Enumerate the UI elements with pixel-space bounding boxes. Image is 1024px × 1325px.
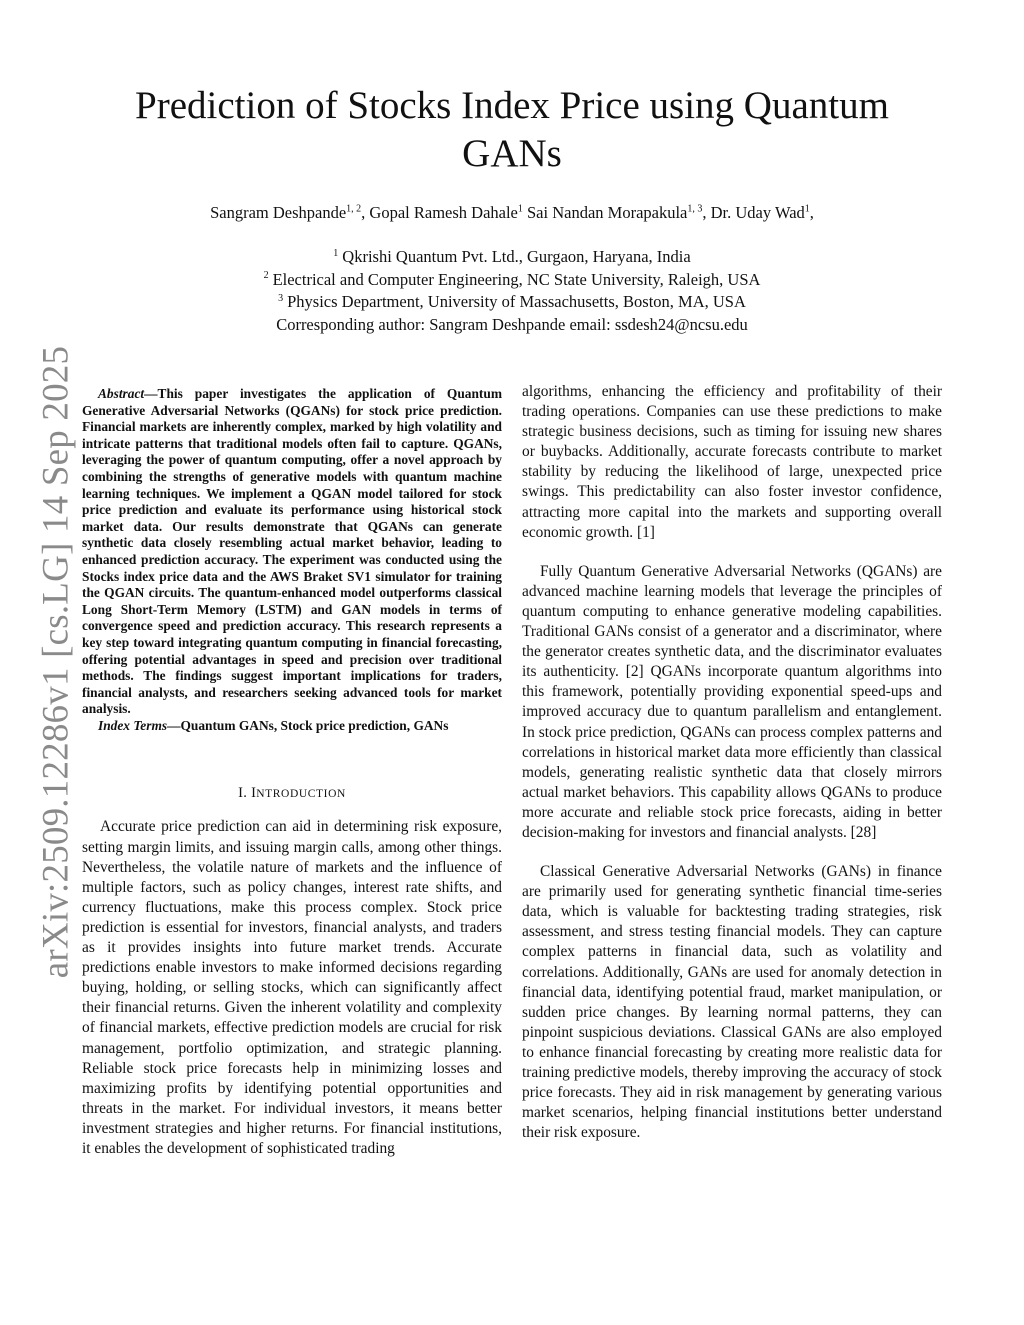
affiliation: $^1$ Qkrishi Quantum Pvt. Ltd., Gurgaon, Haryana, India — [333, 247, 691, 266]
affiliation-list — [100, 246, 924, 336]
author: Sangram Deshpande$^{1, 2}$, — [210, 203, 370, 222]
author-list — [70, 201, 954, 225]
paper-page: Prediction of Stocks Index Price using Quantum GANs Sangram Deshpande$^{1, 2}$, Gopal Ramesh Dahale$^1$ Sai Nandan Morapakula$^{1, 3}$, Dr. Uday Wad$^1$, $^1$ Qkrishi Quantum Pvt. Ltd., Gurgaon, Haryana, India $^2$ Electrical and Computer Engineering, NC State University, Raleigh, USA $^3$ Physics Department, University of Massachusetts, Boston, MA, USA Corresponding author: Sangram Deshpande email: ssdesh24@ncsu.edu arXiv:2509.12286v1 [cs.LG] 14 Sep 2025 Abstract—This paper investigates the application of Quantum Generative Adversarial Networks (QGANs) for stock price prediction. Financial markets are inherently complex, marked by high volatility and intricate patterns that traditional models often fail to capture. QGANs, leveraging the power of quantum computing, offer a novel approach by combining the strengths of generative models with quantum machine learning techniques. We implement a QGAN model tailored for stock price prediction and evaluate its performance using historical stock market data. Our results demonstrate that QGANs can generate synthetic data closely resembling actual market behavior, leading to enhanced prediction accuracy. The experiment was conducted using the Stocks index price data and the AWS Braket SV1 simulator for training the QGAN circuits. The quantum-enhanced model outperforms classical Long Short-Term Memory (LSTM) and GAN models in terms of convergence speed and prediction accuracy. This research represents a key step toward integrating quantum computing in financial forecasting, offering potential advantages in speed and precision over traditional methods. The findings suggest important implications for traders, financial analysts, and researchers seeking advanced tools for market analysis. Index Terms—Quantum GANs, Stock price prediction, GANs I. INTRODUCTION Accurate price prediction can aid in determining risk exposure, setting margin limits, and issuing margin calls, among other things. Nevertheless, the volatile nature of markets and the influence of multiple factors, such as policy changes, interest rate shifts, and currency fluctuations, make this process complex. Stock price prediction is essential for investors, financial analysts, and traders as it provides insights into future market trends. Accurate predictions enable investors to make informed decisions regarding buying, holding, or selling stocks, which can significantly affect their financial returns. Given the inherent volatility and complexity of financial markets, effective prediction models are crucial for risk management, portfolio optimization, and strategic planning. Reliable stock price forecasts help in minimizing losses and maximizing profits by identifying potential opportunities and threats in the market. For individual investors, it means better investment strategies and higher returns. For financial institutions, it enables the development of sophisticated trading algorithms, enhancing the efficiency and profitability of their trading operations. Companies can use these predictions to make strategic business decisions, such as timing for issuing new shares or buybacks. Additionally, accurate forecasts contribute to market stability by reducing the likelihood of large, unexpected price swings. This predictability can also foster investor confidence, attracting more capital into the markets and supporting overall economic growth. [1] Fully Quantum Generative Adversarial Networks (QGANs) are advanced machine learning models that leverage the principles of quantum computing to enhance generative modeling capabilities. Traditional GANs consist of a generator and a discriminator, where the generator creates synthetic data, and the discriminator evaluates its authenticity. [2] QGANs incorporate quantum algorithms into this framework, potentially providing exponential speed-ups and improved accuracy due to quantum parallelism and entanglement. In stock price prediction, QGANs can process complex patterns and correlations in historical market data more efficiently than classical models, generating realistic synthetic data that closely mirrors actual market behaviors. This capability allows QGANs to produce more accurate and reliable stock price forecasts, aiding in better decision-making for investors and financial analysts. [28] Classical Generative Adversarial Networks (GANs) in finance are primarily used for generating synthetic financial time-series data, which is valuable for backtesting trading strategies, risk assessment, and stress testing financial models. They can capture complex patterns in financial data, such as volatility and correlations. Additionally, GANs are used for anomaly detection in financial data, identifying potential fraud, market manipulation, or sudden price changes. By learning normal patterns, they can pinpoint suspicious deviations. Classical GANs are also employed to enhance financial forecasting by creating more realistic data for training predictive models, thereby improving the accuracy of stock price forecasts. They aid in risk management by generating various market scenarios, helping financial institutions better understand their risk exposure. — [0, 0, 1024, 1325]
author: Sai Nandan Morapakula$^{1, 3}$, — [527, 203, 711, 222]
index-terms: Index Terms—Quantum GANs, Stock price prediction, GANs — [98, 717, 449, 733]
corresponding-author: Corresponding author: Sangram Deshpande email: ssdesh24@ncsu.edu — [276, 314, 748, 334]
abstract: Abstract—This paper investigates the application of Quantum Generative Adversarial Networks (QGANs) for stock price prediction. Financial markets are inherently complex, marked by high volatility and intricate patterns that traditional models often fail to capture. QGANs, leveraging the power of quantum computing, offer a novel approach by combining the strengths of generative models with quantum machine learning techniques. We implement a QGAN model tailored for stock price prediction and evaluate its performance using historical stock market data. Our results demonstrate that QGANs can generate synthetic data closely resembling actual market behavior, leading to enhanced prediction accuracy. The experiment was conducted using the Stocks index price data and the AWS Braket SV1 simulator for training the QGAN circuits. The quantum-enhanced model outperforms classical Long Short-Term Memory (LSTM) and GAN models in terms of convergence speed and prediction accuracy. This research represents a key step toward integrating quantum computing in financial forecasting, offering potential advantages in speed and precision over traditional methods. The findings suggest important implications for traders, financial analysts, and researchers seeking advanced tools for market analysis. — [82, 386, 502, 717]
author: Dr. Uday Wad$^1$, — [710, 203, 814, 222]
body-paragraph: Accurate price prediction can aid in determining risk exposure, setting margin limits, and issuing margin calls, among other things. Nevertheless, the volatile nature of markets and the influence of multiple factors, such as policy changes, interest rate shifts, and currency fluctuations, make this process complex. Stock price prediction is essential for investors, financial analysts, and traders as it provides insights into future market trends. Accurate predictions enable investors to make informed decisions regarding buying, holding, or selling stocks, which can significantly affect their financial returns. Given the inherent volatility and complexity of financial markets, effective prediction models are crucial for risk management, portfolio optimization, and strategic planning. Reliable stock price forecasts help in minimizing losses and maximizing profits by identifying potential opportunities and threats in the market. For individual investors, it means better investment strategies and higher returns. For financial institutions, it enables the development of sophisticated trading — [82, 818, 502, 1157]
body-paragraph: algorithms, enhancing the efficiency and profitability of their trading operations. Companies can use these predictions to make strategic business decisions, such as timing for issuing new shares or buybacks. Additionally, accurate forecasts contribute to market stability by reducing the likelihood of large, unexpected price swings. This predictability can also foster investor confidence, attracting more capital into the markets and supporting overall economic growth. [1] — [522, 383, 942, 541]
left-column — [82, 386, 502, 1159]
affiliation: $^2$ Electrical and Computer Engineering, NC State University, Raleigh, USA — [263, 269, 761, 289]
author: Gopal Ramesh Dahale$^1$ — [369, 203, 523, 222]
section-heading-introduction: I. INTRODUCTION — [238, 785, 346, 802]
affiliation: $^3$ Physics Department, University of Massachusetts, Boston, MA, USA — [278, 292, 746, 311]
body-paragraph: Fully Quantum Generative Adversarial Networks (QGANs) are advanced machine learning models that leverage the principles of quantum computing to enhance generative modeling capabilities. Traditional GANs consist of a generator and a discriminator, where the generator creates synthetic data, and the discriminator evaluates its authenticity. [2] QGANs incorporate quantum algorithms into this framework, potentially providing exponential speed-ups and improved accuracy due to quantum parallelism and entanglement. In stock price prediction, QGANs can process complex patterns and correlations in historical market data more efficiently than classical models, generating realistic synthetic data that closely mirrors actual market behaviors. This capability allows QGANs to produce more accurate and reliable stock price forecasts, aiding in better decision-making for investors and financial analysts. [28] — [522, 562, 942, 841]
body-paragraph: Classical Generative Adversarial Networks (GANs) in finance are primarily used for generating synthetic financial time-series data, which is valuable for backtesting trading strategies, risk assessment, and stress testing financial models. They can capture complex patterns in financial data, such as volatility and correlations. Additionally, GANs are used for anomaly detection in financial data, identifying potential fraud, market manipulation, or sudden price changes. By learning normal patterns, they can pinpoint suspicious deviations. Classical GANs are also employed to enhance financial forecasting by creating more realistic data for training predictive models, thereby improving the accuracy of stock price forecasts. They aid in risk management by generating various market scenarios, helping financial institutions better understand their risk exposure. — [522, 863, 942, 1142]
paper-title: Prediction of Stocks Index Price using Quantum GANs — [135, 84, 889, 175]
right-column — [522, 382, 942, 1143]
